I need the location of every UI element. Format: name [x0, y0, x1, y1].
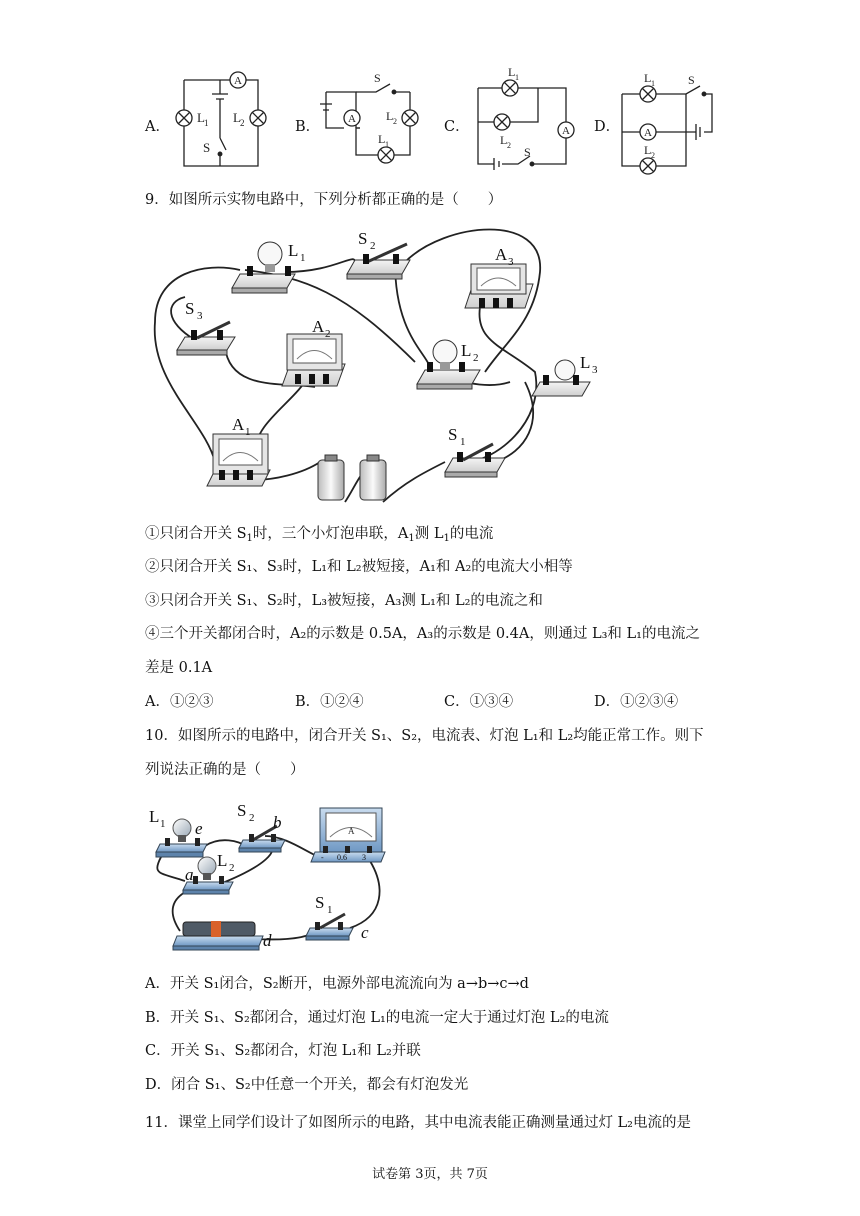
q10-switch-s1: [306, 914, 353, 940]
q10-option-b: B．开关 S₁、S₂都闭合，通过灯泡 L₁的电流一定大于通过灯泡 L₂的电流: [145, 1010, 609, 1026]
svg-text:d: d: [263, 931, 272, 950]
svg-text:L: L: [644, 143, 652, 157]
page-footer: 试卷第 3页，共 7页: [372, 1167, 488, 1182]
svg-text:L: L: [288, 241, 299, 260]
q9-ammeter-a1: [207, 434, 270, 486]
svg-text:1: 1: [385, 140, 389, 149]
svg-text:1: 1: [651, 79, 655, 88]
q9-option-c: C．①③④: [444, 694, 514, 710]
svg-text:1: 1: [515, 73, 519, 82]
svg-text:2: 2: [393, 117, 397, 126]
svg-text:1: 1: [204, 118, 209, 128]
svg-text:L: L: [217, 851, 228, 870]
svg-text:2: 2: [325, 328, 331, 340]
option-b-label: B．: [295, 119, 321, 135]
q9-ammeter-a2: [282, 334, 345, 386]
svg-text:A: A: [562, 125, 570, 137]
svg-text:1: 1: [160, 818, 166, 830]
svg-text:1: 1: [245, 426, 251, 438]
svg-text:-: -: [321, 853, 324, 862]
svg-text:2: 2: [229, 862, 235, 874]
svg-text:3: 3: [362, 853, 366, 862]
svg-text:L: L: [644, 71, 652, 85]
q9-ammeter-a3: [465, 264, 533, 308]
svg-text:S: S: [448, 425, 458, 444]
q10-option-d: D．闭合 S₁、S₂中任意一个开关，都会有灯泡发光: [145, 1077, 469, 1093]
svg-text:e: e: [195, 819, 203, 838]
svg-text:3: 3: [197, 310, 203, 322]
svg-text:2: 2: [651, 151, 655, 160]
svg-text:S: S: [237, 801, 247, 820]
option-d-label: D．: [594, 119, 621, 135]
svg-text:L: L: [197, 110, 205, 125]
svg-text:L: L: [580, 353, 591, 372]
svg-text:L: L: [386, 109, 394, 123]
svg-text:S: S: [358, 229, 368, 248]
svg-text:A: A: [312, 317, 325, 336]
q9-circuit-figure: [145, 222, 598, 502]
svg-text:b: b: [273, 813, 282, 832]
svg-text:L: L: [500, 133, 508, 147]
svg-text:A: A: [495, 245, 508, 264]
circuit-a-diagram: [170, 68, 270, 173]
svg-text:2: 2: [507, 141, 511, 150]
svg-text:L: L: [508, 65, 516, 79]
svg-text:3: 3: [592, 364, 598, 376]
svg-text:0.6: 0.6: [337, 853, 347, 862]
svg-text:S: S: [688, 73, 695, 87]
svg-text:1: 1: [300, 252, 306, 264]
q9-battery-cells: [318, 455, 386, 500]
svg-text:2: 2: [249, 812, 255, 824]
q9-stem: 9．如图所示实物电路中，下列分析都正确的是（ ）: [145, 192, 503, 208]
svg-text:a: a: [185, 865, 194, 884]
svg-text:S: S: [203, 140, 211, 155]
q9-statement-1: ①只闭合开关 $S_1$时，三个小灯泡串联，$A_1$测 $L_1$的电流: [145, 526, 494, 544]
svg-text:2: 2: [370, 240, 376, 252]
q9-option-a: A．①②③: [145, 694, 214, 710]
option-c-label: C．: [444, 119, 470, 135]
svg-text:A: A: [348, 826, 355, 836]
q10-stem-line2: 列说法正确的是（ ）: [145, 762, 305, 778]
q9-option-b: B．①②④: [295, 694, 364, 710]
svg-text:c: c: [361, 923, 369, 942]
svg-text:S: S: [374, 71, 381, 85]
svg-text:S: S: [185, 299, 195, 318]
svg-text:A: A: [644, 127, 652, 139]
q9-lamp-l1: [232, 242, 295, 293]
q10-option-c: C．开关 S₁、S₂都闭合，灯泡 L₁和 L₂并联: [145, 1043, 421, 1059]
q9-statement-3: ③只闭合开关 S₁、S₂时，L₃被短接，A₃测 L₁和 L₂的电流之和: [145, 593, 543, 609]
svg-text:2: 2: [473, 352, 479, 364]
svg-text:2: 2: [240, 118, 245, 128]
svg-text:A: A: [232, 415, 245, 434]
svg-text:1: 1: [460, 436, 466, 448]
top-options-row: [0, 60, 860, 180]
q10-stem-line1: 10．如图所示的电路中，闭合开关 S₁、S₂，电流表、灯泡 L₁和 L₂均能正常工作。则下: [145, 728, 704, 744]
svg-text:L: L: [378, 132, 386, 146]
circuit-d-diagram: [618, 66, 718, 170]
q9-statement-4-cont: 差是 0.1A: [145, 660, 213, 676]
q9-switch-s2: [347, 244, 410, 279]
svg-text:1: 1: [327, 904, 333, 916]
option-a-label: A．: [145, 119, 170, 135]
svg-text:L: L: [233, 110, 241, 125]
q9-switch-s1: [445, 444, 505, 477]
svg-text:S: S: [315, 893, 325, 912]
svg-text:A: A: [234, 75, 242, 87]
svg-text:L: L: [149, 807, 160, 826]
q9-statement-4: ④三个开关都闭合时，A₂的示数是 0.5A，A₃的示数是 0.4A，则通过 L₃和 L₁的电流之: [145, 626, 700, 642]
q10-circuit-figure: [145, 796, 395, 956]
svg-text:S: S: [524, 145, 531, 159]
q11-stem: 11．课堂上同学们设计了如图所示的电路，其中电流表能正确测量通过灯 L₂电流的是: [145, 1115, 691, 1131]
q10-option-a: A．开关 S₁闭合，S₂断开，电源外部电流流向为 a→b→c→d: [145, 976, 529, 992]
q10-power-source: [173, 921, 263, 950]
q9-option-d: D．①②③④: [594, 694, 679, 710]
circuit-c-diagram: [472, 64, 582, 172]
svg-text:3: 3: [508, 256, 514, 268]
q10-ammeter: [311, 808, 385, 862]
q9-switch-s3: [177, 322, 235, 355]
q9-statement-2: ②只闭合开关 S₁、S₃时，L₁和 L₂被短接，A₁和 A₂的电流大小相等: [145, 559, 573, 575]
svg-text:L: L: [461, 341, 472, 360]
svg-text:A: A: [348, 113, 356, 125]
circuit-b-diagram: [318, 70, 428, 170]
